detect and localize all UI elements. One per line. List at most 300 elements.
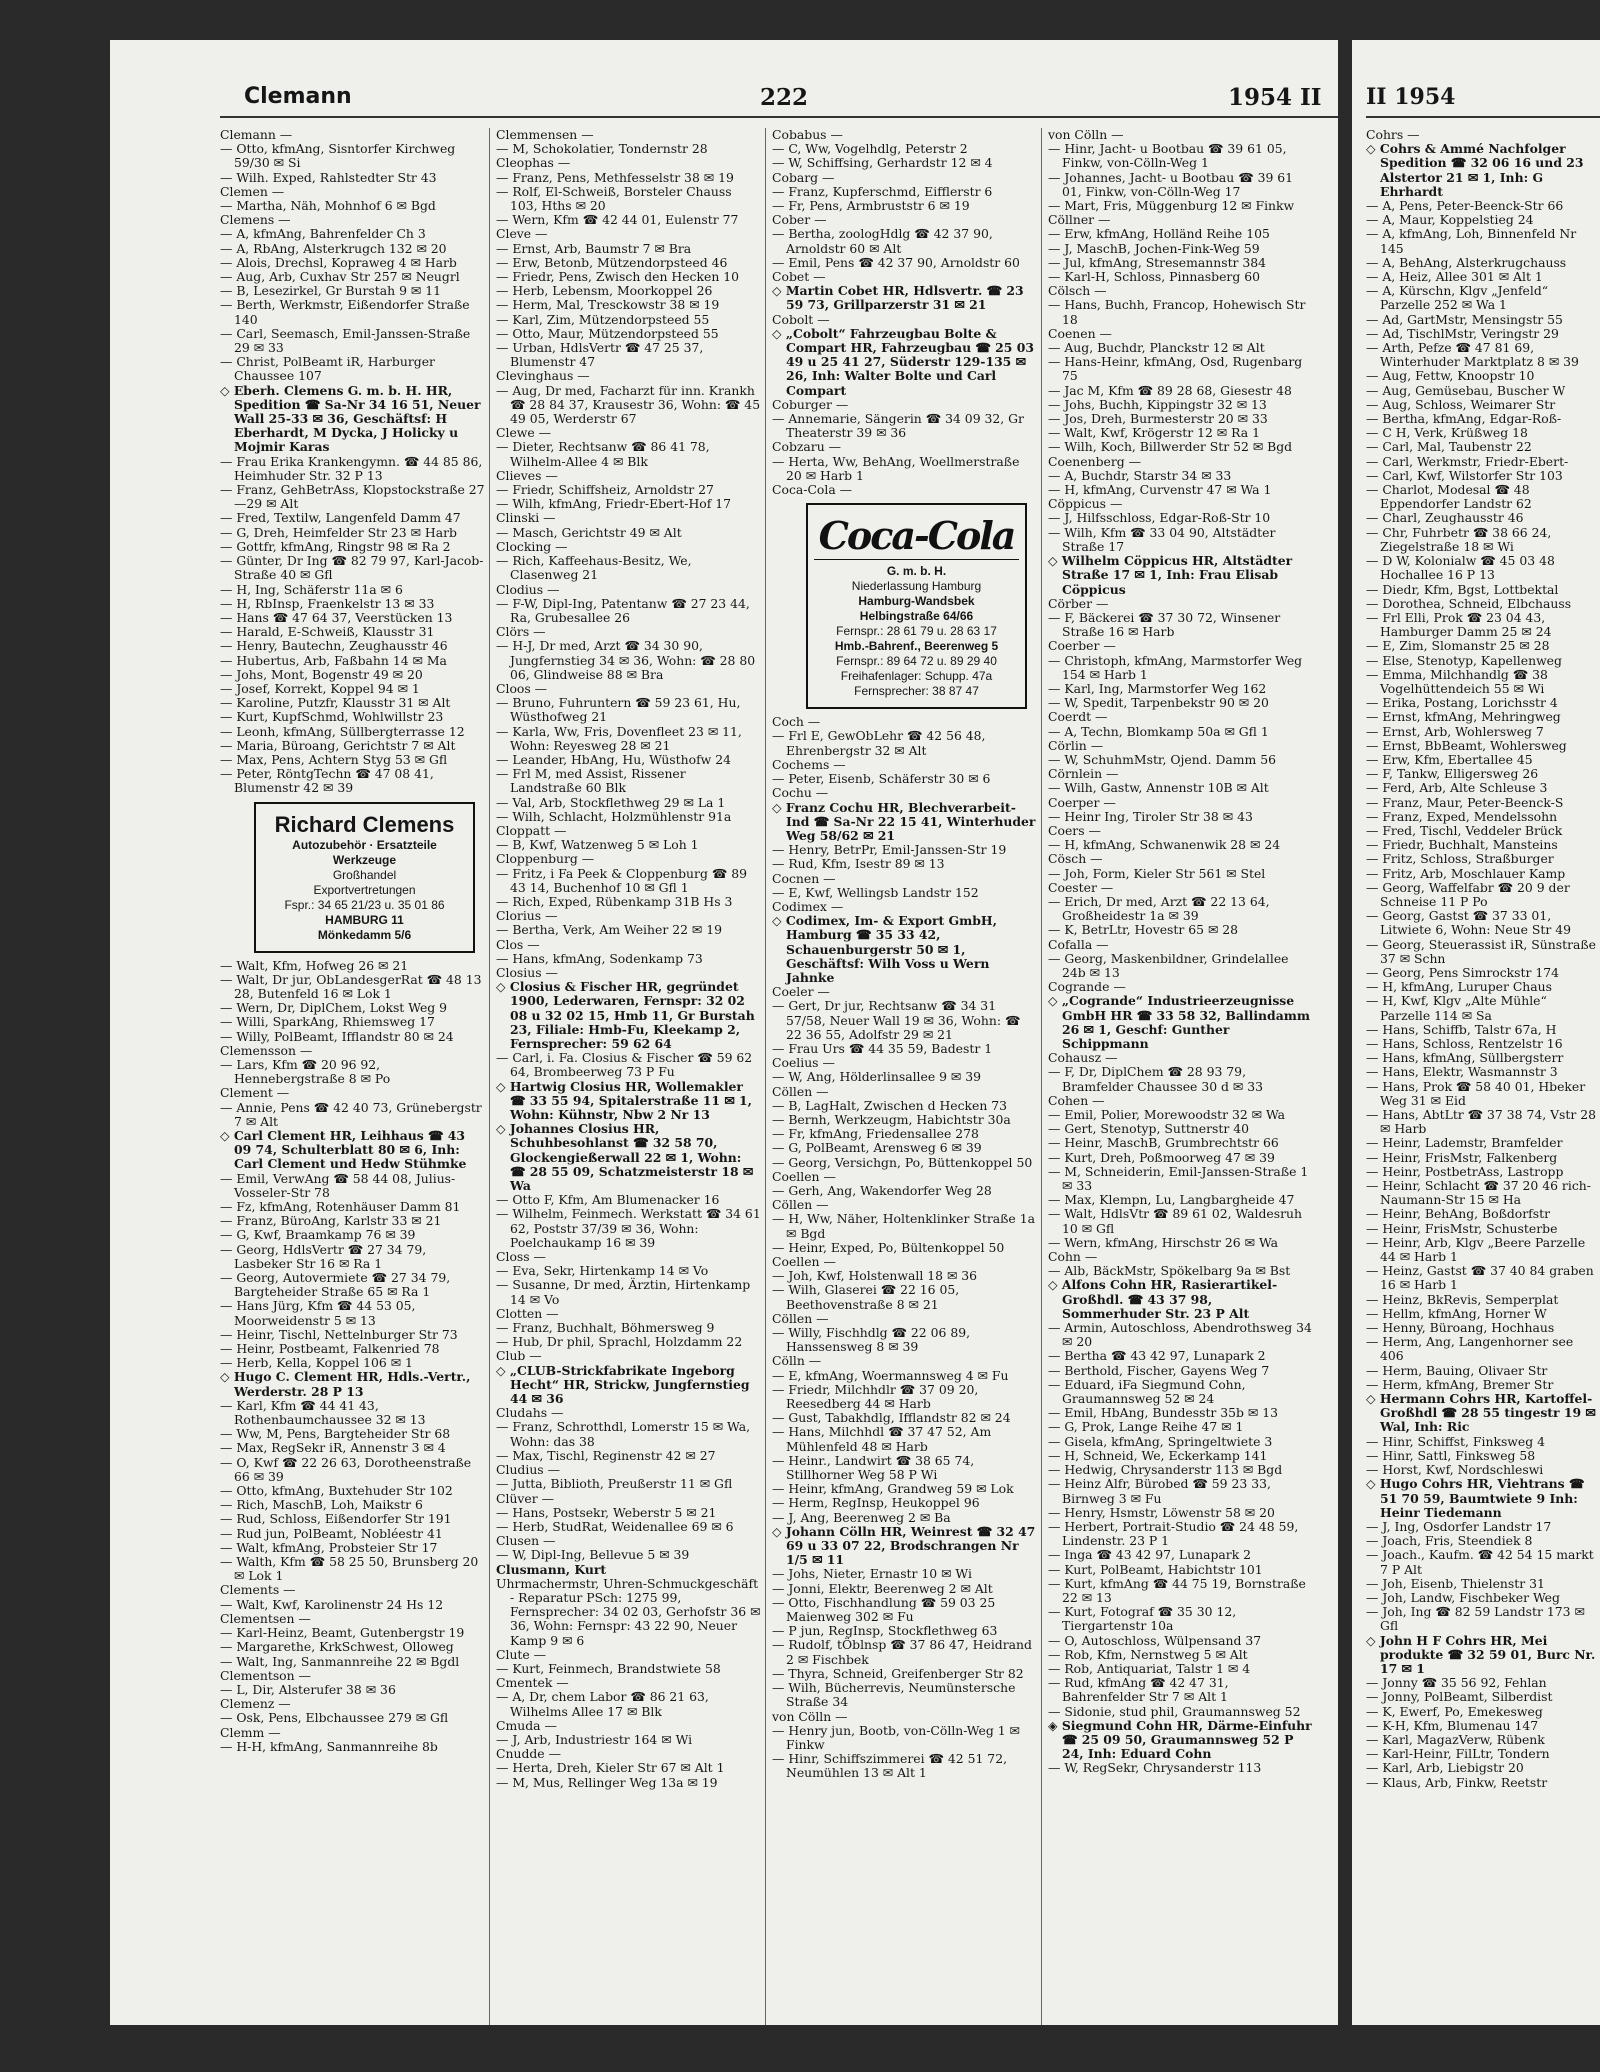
- directory-entry: — Berthold, Fischer, Gayens Weg 7: [1048, 1362, 1270, 1378]
- surname-heading: Coeler —: [772, 984, 830, 1000]
- business-entry: ◇ „CLUB-Strickfabrikate Ingeborg Hecht“ HR, Strickw, Jungfernstieg 44 ✉ 36: [496, 1362, 750, 1407]
- surname-heading: Coburger —: [772, 396, 849, 412]
- directory-entry: — A, kfmAng, Loh, Binnenfeld Nr 145: [1366, 226, 1577, 256]
- directory-entry: — Aug, Buchdr, Planckstr 12 ✉ Alt: [1048, 340, 1265, 356]
- directory-entry: — Johannes, Jacht- u Bootbau ☎ 39 61 01, Finkw, von-Cölln-Weg 17: [1048, 169, 1294, 199]
- directory-entry: — Sidonie, stud phil, Graumannsweg 52: [1048, 1703, 1301, 1719]
- directory-entry: — Gust, Tabakhdlg, Ifflandstr 82 ✉ 24: [772, 1410, 1011, 1426]
- directory-entry: — Kurt, PolBeamt, Habichtstr 101: [1048, 1561, 1263, 1577]
- surname-heading: Clement —: [220, 1085, 290, 1101]
- directory-entry: — A, kfmAng, Bahrenfelder Ch 3: [220, 226, 426, 242]
- directory-entry: — H, kfmAng, Schwanenwik 28 ✉ 24: [1048, 837, 1281, 853]
- directory-entry: — Herm, Mal, Tresckowstr 38 ✉ 19: [496, 297, 720, 313]
- directory-entry: — Gerh, Ang, Wakendorfer Weg 28: [772, 1182, 992, 1198]
- running-head-year: 1954 II: [1228, 84, 1322, 111]
- directory-entry: — Heinr, Exped, Po, Bültenkoppel 50: [772, 1239, 1005, 1255]
- directory-entry: — Annemarie, Sängerin ☎ 34 09 32, Gr Theaterstr 39 ✉ 36: [772, 411, 1024, 441]
- directory-entry: — Wilh, Koch, Billwerder Str 52 ✉ Bgd: [1048, 439, 1293, 455]
- directory-entry: — Rich, Kaffeehaus-Besitz, We, Clasenweg 21: [496, 553, 692, 583]
- running-head-keyword: Clemann: [244, 84, 352, 109]
- directory-entry: — A, Maur, Koppelstieg 24: [1366, 212, 1534, 228]
- surname-heading: Cnudde —: [496, 1746, 561, 1762]
- directory-entry: — Hans, Buchh, Francop, Hohewisch Str 18: [1048, 297, 1306, 327]
- directory-entry: — Bertha, Verk, Am Weiher 22 ✉ 19: [496, 922, 722, 938]
- directory-entry: — Carl, i. Fa. Closius & Fischer ☎ 59 62 64, Brombeerweg 73 P Fu: [496, 1050, 753, 1080]
- directory-entry: — Hans, Milchhdl ☎ 37 47 52, Am Mühlenfeld 48 ✉ Harb: [772, 1424, 992, 1454]
- directory-page: [110, 40, 1338, 2025]
- directory-entry: — Ferd, Arb, Alte Schleuse 3: [1366, 780, 1548, 796]
- directory-entry: — Rob, Kfm, Nernstweg 5 ✉ Alt: [1048, 1646, 1248, 1662]
- directory-entry: — Heinr, Lademstr, Bramfelder: [1366, 1135, 1563, 1151]
- directory-entry: — Carl, Werkmstr, Friedr-Ebert-: [1366, 453, 1569, 469]
- surname-heading: Closs —: [496, 1249, 546, 1265]
- directory-entry: — Georg, Steuerassist iR, Sünstraße 37 ✉ Schn: [1366, 936, 1597, 966]
- directory-entry: — K-H, Kfm, Blumenau 147: [1366, 1717, 1539, 1733]
- directory-entry: — Aug, Fettw, Knoopstr 10: [1366, 368, 1535, 384]
- surname-heading: Clieves —: [496, 467, 558, 483]
- directory-entry: — Otto, Maur, Mützendorpsteed 55: [496, 325, 719, 341]
- advert-line: Freihafenlager: Schupp. 47a: [840, 669, 993, 684]
- directory-entry: — Franz, Buchhalt, Böhmersweg 9: [496, 1320, 715, 1336]
- directory-entry: — Chr, Fuhrbetr ☎ 38 66 24, Ziegelstraße 18 ✉ Wi: [1366, 524, 1552, 554]
- surname-heading: Cloos —: [496, 680, 548, 696]
- advert-line: Autozubehör · Ersatzteile: [292, 837, 437, 852]
- directory-entry: — Peter, RöntgTechn ☎ 47 08 41, Blumenstr 42 ✉ 39: [220, 766, 434, 796]
- directory-entry: — Hans Jürg, Kfm ☎ 44 53 05, Moorweidenstr 5 ✉ 13: [220, 1298, 416, 1328]
- directory-entry: — H, RbInsp, Fraenkelstr 13 ✉ 33: [220, 595, 435, 611]
- surname-heading: Clemann —: [220, 127, 293, 142]
- directory-entry: — Walt, Ing, Sanmannreihe 22 ✉ Bgdl: [220, 1653, 460, 1669]
- surname-heading: Cmuda —: [496, 1717, 557, 1733]
- directory-entry: — Lars, Kfm ☎ 20 96 92, Hennebergstraße 8 ✉ Po: [220, 1056, 391, 1087]
- directory-entry: — Willy, PolBeamt, Ifflandstr 80 ✉ 24: [220, 1028, 454, 1044]
- surname-heading: Cobabus —: [772, 127, 843, 142]
- directory-entry: — G, PolBeamt, Arensweg 6 ✉ 39: [772, 1140, 982, 1156]
- business-entry: ◇ Closius & Fischer HR, gegründet 1900, Lederwaren, Fernspr: 32 02 08 u 32 02 15, Hmb 11, Gr Burstah 23, Filiale: Hmb-Fu, Kleekamp 2, Fernsprecher: 59 62 64: [496, 979, 755, 1051]
- directory-entry: — G, Prok, Lange Reihe 47 ✉ 1: [1048, 1419, 1244, 1435]
- advert-richard-clemens: [254, 802, 475, 953]
- directory-entry: — Emil, VerwAng ☎ 58 44 08, Julius-Vosseler-Str 78: [220, 1170, 456, 1200]
- directory-entry: — Wilh, kfmAng, Friedr-Ebert-Hof 17: [496, 496, 732, 512]
- directory-entry: — Erich, Dr med, Arzt ☎ 22 13 64, Großheidestr 1a ✉ 39: [1048, 893, 1270, 924]
- advert-line: Exportvertretungen: [313, 882, 416, 897]
- surname-heading: Clodius —: [496, 581, 560, 597]
- directory-entry: — Heinr Ing, Tiroler Str 38 ✉ 43: [1048, 808, 1253, 824]
- business-entry: Clusmann, Kurt: [496, 1561, 607, 1577]
- directory-entry: — Hinr, Sattl, Finksweg 58: [1366, 1447, 1536, 1463]
- surname-heading: Cleophas —: [496, 155, 571, 171]
- business-entry: ◇ Eberh. Clemens G. m. b. H. HR, Spedition ☎ Sa-Nr 34 16 51, Neuer Wall 25-33 ✉ 36, Geschäftsf: H Eberhardt, M Dycka, J Holicky u Mojmir Karas: [220, 382, 481, 455]
- directory-entry: — Joh, Kwf, Holstenwall 18 ✉ 36: [772, 1268, 978, 1284]
- directory-entry: — A, Heiz, Allee 301 ✉ Alt 1: [1366, 269, 1543, 285]
- directory-entry: — Rolf, El-Schweiß, Borsteler Chauss 103, Hths ✉ 20: [496, 183, 732, 214]
- directory-entry: — Arth, Pefze ☎ 47 81 69, Winterhuder Marktplatz 8 ✉ 39: [1366, 340, 1579, 370]
- surname-heading: Clörs —: [496, 624, 546, 640]
- directory-entry: — A, Techn, Blomkamp 50a ✉ Gfl 1: [1048, 723, 1269, 739]
- directory-entry: — Klaus, Arb, Finkw, Reetstr: [1366, 1774, 1548, 1790]
- directory-entry: — Heinr, Tischl, Nettelnburger Str 73: [220, 1326, 458, 1342]
- business-entry: ◇ Wilhelm Cöppicus HR, Altstädter Straße 17 ✉ 1, Inh: Frau Elisab Cöppicus: [1048, 553, 1293, 597]
- directory-entry: — Rud, Schloss, Eißendorfer Str 191: [220, 1511, 452, 1527]
- surname-heading: Clemens —: [220, 212, 291, 228]
- business-entry: ◇ „Cobolt“ Fahrzeugbau Bolte & Compart HR, Fahrzeugbau ☎ 25 03 49 u 25 41 27, Süderstr 129-135 ✉ 26, Inh: Walter Bolte und Carl Compart: [772, 325, 1034, 398]
- directory-entry: — Walth, Kfm ☎ 58 25 50, Brunsberg 20 ✉ Lok 1: [220, 1554, 479, 1584]
- directory-entry: — H, Ing, Schäferstr 11a ✉ 6: [220, 581, 403, 597]
- surname-heading: Cohen —: [1048, 1092, 1105, 1108]
- directory-entry: — Kurt, Dreh, Poßmoorweg 47 ✉ 39: [1048, 1149, 1275, 1165]
- directory-entry: — Fred, Tischl, Veddeler Brück: [1366, 822, 1563, 838]
- directory-entry: — Friedr, Milchhdlr ☎ 37 09 20, Reesedberg 44 ✉ Harb: [772, 1381, 979, 1412]
- directory-entry: — W, Schiffsing, Gerhardstr 12 ✉ 4: [772, 155, 993, 171]
- directory-entry: — Josef, Korrekt, Koppel 94 ✉ 1: [220, 680, 420, 696]
- directory-entry: — Henry jun, Bootb, von-Cölln-Weg 1 ✉ Finkw: [772, 1722, 1020, 1752]
- surname-heading: Coelius —: [772, 1055, 835, 1071]
- directory-entry: — Masch, Gerichtstr 49 ✉ Alt: [496, 524, 682, 540]
- directory-entry: — O, Kwf ☎ 22 26 63, Dorotheenstraße 66 ✉ 39: [220, 1454, 472, 1484]
- directory-entry: — Jonni, Elektr, Beerenweg 2 ✉ Alt: [772, 1580, 993, 1596]
- directory-entry: — A, BehAng, Alsterkrugchauss: [1366, 254, 1567, 270]
- directory-entry: — Emil, Polier, Morewoodstr 32 ✉ Wa: [1048, 1107, 1286, 1123]
- directory-entry: — C, Ww, Vogelhdlg, Peterstr 2: [772, 141, 968, 157]
- directory-entry: — Fr, Pens, Armbruststr 6 ✉ 19: [772, 198, 970, 214]
- directory-entry: — G, Dreh, Heimfelder Str 23 ✉ Harb: [220, 524, 457, 540]
- directory-entry: — Otto, kfmAng, Buxtehuder Str 102: [220, 1483, 453, 1499]
- directory-entry: — Bertha, kfmAng, Edgar-Roß-: [1366, 411, 1562, 427]
- surname-heading: Cobzaru —: [772, 439, 842, 455]
- surname-heading: Cludahs —: [496, 1405, 564, 1421]
- directory-entry: — Hinr, Schiffszimmerei ☎ 42 51 72, Neumühlen 13 ✉ Alt 1: [772, 1751, 1008, 1781]
- surname-heading: Cöllner —: [1048, 212, 1111, 228]
- directory-entry: — Jutta, Biblioth, Preußerstr 11 ✉ Gfl: [496, 1476, 733, 1492]
- directory-entry: — Martha, Näh, Mohnhof 6 ✉ Bgd: [220, 198, 436, 214]
- surname-heading: Cöllen —: [772, 1310, 829, 1326]
- surname-heading: Coester —: [1048, 879, 1114, 895]
- directory-entry: — Otto F, Kfm, Am Blumenacker 16: [496, 1192, 720, 1208]
- directory-entry: — L, Dir, Alsterufer 38 ✉ 36: [220, 1681, 396, 1697]
- surname-heading: Clusen —: [496, 1533, 556, 1549]
- directory-entry: — Peter, Eisenb, Schäferstr 30 ✉ 6: [772, 771, 991, 787]
- directory-entry: — Hans, Prok ☎ 58 40 01, Hbeker Weg 31 ✉ Eid: [1366, 1078, 1586, 1108]
- directory-entry: — H, kfmAng, Luruper Chaus: [1366, 979, 1553, 995]
- directory-entry: — Urban, HdlsVertr ☎ 47 25 37, Blumenstr 47: [496, 340, 704, 370]
- directory-entry: — H, Ww, Näher, Holtenklinker Straße 1a ✉ Bgd: [772, 1211, 1035, 1241]
- directory-entry: — M, Schokolatier, Tondernstr 28: [496, 141, 708, 157]
- surname-heading: Cöppicus —: [1048, 496, 1123, 512]
- directory-entry: — Herb, StudRat, Weidenallee 69 ✉ 6: [496, 1518, 734, 1534]
- directory-entry: — Christoph, kfmAng, Marmstorfer Weg 154 ✉ Harb 1: [1048, 652, 1303, 682]
- directory-entry: — Herb, Lebensm, Moorkoppel 26: [496, 283, 713, 299]
- advert-line: Fspr.: 34 65 21/23 u. 35 01 86: [284, 897, 445, 912]
- directory-entry: — Friedr, Pens, Zwisch den Hecken 10: [496, 269, 740, 285]
- directory-entry: — Rudolf, tÖblnsp ☎ 37 86 47, Heidrand 2 ✉ Fischbek: [772, 1637, 1032, 1667]
- directory-entry: — Karl, Kfm ☎ 44 41 43, Rothenbaumchaussee 32 ✉ 13: [220, 1397, 426, 1428]
- advert-line: Niederlassung Hamburg: [851, 579, 982, 594]
- directory-entry: — Wern, kfmAng, Hirschstr 26 ✉ Wa: [1048, 1234, 1278, 1250]
- directory-entry: — Franz, BüroAng, Karlstr 33 ✉ 21: [220, 1213, 442, 1229]
- surname-heading: Cörber —: [1048, 595, 1109, 611]
- directory-entry: — W, Dipl-Ing, Bellevue 5 ✉ 39: [496, 1547, 690, 1563]
- surname-heading: Clemmensen —: [496, 127, 594, 142]
- directory-entry: — Hellm, kfmAng, Horner W: [1366, 1305, 1547, 1321]
- directory-entry: — Leander, HbAng, Hu, Wüsthofw 24: [496, 751, 731, 767]
- directory-entry: — Karl-Heinz, Beamt, Gutenbergstr 19: [220, 1625, 465, 1641]
- surname-heading: Clos —: [496, 936, 540, 952]
- directory-entry: — Erw, Betonb, Mützendorpsteed 46: [496, 254, 728, 270]
- directory-entry: — Emma, Milchhandlg ☎ 38 Vogelhüttendeich 55 ✉ Wi: [1366, 666, 1548, 696]
- directory-entry: — Joh, Ing ☎ 82 59 Landstr 173 ✉ Gfl: [1366, 1604, 1585, 1634]
- surname-heading: Cöllen —: [772, 1083, 829, 1099]
- directory-entry: — A, Kürschn, Klgv „Jenfeld“ Parzelle 252 ✉ Wa 1: [1366, 283, 1549, 313]
- directory-entry: — Walt, Kwf, Karolinenstr 24 Hs 12: [220, 1596, 444, 1612]
- surname-heading: Clorius —: [496, 908, 558, 924]
- column-right: [1366, 128, 1600, 2025]
- directory-entry: — Heinz, Gastst ☎ 37 40 84 graben 16 ✉ Harb 1: [1366, 1263, 1594, 1293]
- surname-heading: Clevinghaus —: [496, 368, 590, 384]
- directory-entry: — Wilh, Gastw, Annenstr 10B ✉ Alt: [1048, 780, 1269, 796]
- business-entry: ◇ Hugo Cohrs HR, Viehtrans ☎ 51 70 59, Baumtwiete 9 Inh: Heinr Tiedemann: [1366, 1476, 1585, 1520]
- directory-entry: — Maria, Büroang, Gerichtstr 7 ✉ Alt: [220, 737, 456, 753]
- directory-entry: — Karl, Arb, Liebigstr 20: [1366, 1760, 1524, 1776]
- surname-heading: Cmentek —: [496, 1675, 569, 1691]
- directory-entry: — Val, Arb, Stockflethweg 29 ✉ La 1: [496, 794, 726, 810]
- directory-entry: — Franz, Pens, Methfesselstr 38 ✉ 19: [496, 169, 734, 185]
- surname-heading: Coers —: [1048, 822, 1101, 838]
- surname-heading: von Cölln —: [772, 1708, 848, 1724]
- directory-entry: — Ad, GartMstr, Mensingstr 55: [1366, 311, 1563, 327]
- directory-entry: — Willi, SparkAng, Rhiemsweg 17: [220, 1014, 435, 1030]
- directory-entry: — Wilh, Schlacht, Holzmühlenstr 91a: [496, 808, 732, 824]
- header-rule: [220, 116, 1338, 118]
- directory-entry: — W, Ang, Hölderlinsallee 9 ✉ 39: [772, 1069, 982, 1085]
- directory-entry: — Hinr, Schiffst, Finksweg 4: [1366, 1433, 1546, 1449]
- column-1: [220, 128, 490, 2025]
- directory-entry: — Wilh, Kfm ☎ 33 04 90, Altstädter Straße 17: [1048, 524, 1276, 554]
- directory-entry: — Ernst, Arb, Baumstr 7 ✉ Bra: [496, 240, 692, 256]
- directory-entry: — Rich, MaschB, Loh, Maikstr 6: [220, 1497, 423, 1513]
- directory-entry: — W, SchuhmMstr, Ojend. Damm 56: [1048, 751, 1277, 767]
- advert-line: Hmb.-Bahrenf., Beerenweg 5: [834, 639, 999, 654]
- directory-entry: — Georg, Pens Simrockstr 174: [1366, 964, 1560, 980]
- surname-heading: Club —: [496, 1348, 542, 1364]
- surname-heading: Cobet —: [772, 269, 826, 285]
- directory-entry: — Herbert, Portrait-Studio ☎ 24 48 59, Lindenstr. 23 P 1: [1048, 1518, 1299, 1549]
- directory-entry: — D W, Kolonialw ☎ 45 03 48 Hochallee 16 P 13: [1366, 553, 1555, 583]
- directory-entry: — Heinr, Postbeamt, Falkenried 78: [220, 1341, 440, 1357]
- surname-heading: Clemen —: [220, 183, 285, 199]
- surname-heading: Cleve —: [496, 226, 548, 242]
- directory-entry: — Joh, Landw, Fischbeker Weg: [1366, 1589, 1560, 1605]
- directory-entry: — Georg, Maskenbildner, Grindelallee 24b ✉ 13: [1048, 950, 1289, 980]
- directory-entry: — Wilh. Exped, Rahlstedter Str 43: [220, 169, 437, 185]
- directory-entry: — B, Lesezirkel, Gr Burstah 9 ✉ 11: [220, 283, 441, 299]
- directory-entry: — Dorothea, Schneid, Elbchauss: [1366, 595, 1572, 611]
- directory-entry: — Wilhelm, Feinmech. Werkstatt ☎ 34 61 62, Poststr 37/39 ✉ 36, Wohn: Poelchaukamp 16 ✉ 39: [496, 1206, 761, 1250]
- surname-heading: Clemenz —: [220, 1696, 291, 1712]
- directory-entry: — Friedr, Buchhalt, Mansteins: [1366, 837, 1558, 853]
- directory-entry: — Carl, Mal, Taubenstr 22: [1366, 439, 1532, 455]
- surname-heading: Cogrande —: [1048, 979, 1126, 995]
- directory-entry: — Georg, Autovermiete ☎ 27 34 79, Bargteheider Straße 65 ✉ Ra 1: [220, 1270, 451, 1300]
- directory-columns: [220, 128, 1330, 2025]
- directory-entry: — Osk, Pens, Elbchaussee 279 ✉ Gfl: [220, 1710, 449, 1726]
- directory-entry: — Frl Elli, Prok ☎ 23 04 43, Hamburger Damm 25 ✉ 24: [1366, 609, 1552, 640]
- directory-entry: — Rich, Exped, Rübenkamp 31B Hs 3: [496, 893, 733, 909]
- surname-heading: Codimex —: [772, 898, 844, 914]
- directory-entry: — Heinr, Schlacht ☎ 37 20 46 rich-Naumann-Str 15 ✉ Ha: [1366, 1178, 1591, 1208]
- directory-entry: — H, Schneid, We, Eckerkamp 141: [1048, 1447, 1268, 1463]
- directory-entry: — Ernst, kfmAng, Mehringweg: [1366, 709, 1561, 725]
- directory-entry: — E, Zim, Slomanstr 25 ✉ 28: [1366, 638, 1550, 654]
- directory-entry: — Gisela, kfmAng, Springeltwiete 3: [1048, 1433, 1273, 1449]
- directory-entry: — G, Kwf, Braamkamp 76 ✉ 39: [220, 1227, 416, 1243]
- directory-entry: — Georg, Versichgn, Po, Büttenkoppel 50: [772, 1154, 1033, 1170]
- directory-entry: — Kurt, kfmAng ☎ 44 75 19, Bornstraße 22 ✉ 13: [1048, 1575, 1306, 1605]
- directory-entry: — Hans-Heinr, kfmAng, Osd, Rugenbarg 75: [1048, 354, 1303, 384]
- directory-entry: — Hans ☎ 47 64 37, Veerstücken 13: [220, 609, 453, 625]
- business-entry: ◇ Hartwig Closius HR, Wollemakler ☎ 33 55 94, Spitalerstraße 11 ✉ 1, Wohn: Kühnstr, Nbw 2 Nr 13: [496, 1078, 752, 1123]
- directory-entry: — Wern, Dr, DiplChem, Lokst Weg 9: [220, 1000, 448, 1016]
- surname-heading: Clemensson —: [220, 1042, 313, 1058]
- directory-entry: — J, Hilfsschloss, Edgar-Roß-Str 10: [1048, 510, 1271, 526]
- directory-entry: — A, Buchdr, Starstr 34 ✉ 33: [1048, 467, 1232, 483]
- directory-entry: — Herta, Ww, BehAng, Woellmerstraße 20 ✉ Harb 1: [772, 453, 1020, 483]
- surname-heading: Coenen —: [1048, 325, 1112, 341]
- directory-entry: — Wern, Kfm ☎ 42 44 01, Eulenstr 77: [496, 212, 739, 228]
- business-entry: ◇ Martin Cobet HR, Hdlsvertr. ☎ 23 59 73, Grillparzerstr 31 ✉ 21: [772, 283, 1024, 313]
- directory-entry: — Susanne, Dr med, Ärztin, Hirtenkamp 14 ✉ Vo: [496, 1277, 751, 1307]
- surname-heading: Cösch —: [1048, 851, 1103, 867]
- surname-heading: Clementsen —: [220, 1610, 311, 1626]
- advert-title: Richard Clemens: [274, 811, 455, 837]
- directory-entry: — Georg, HdlsVertr ☎ 27 34 79, Lasbeker Str 16 ✉ Ra 1: [220, 1241, 427, 1271]
- surname-heading: Cochu —: [772, 785, 829, 801]
- directory-entry: — Hub, Dr phil, Sprachl, Holzdamm 22: [496, 1334, 743, 1350]
- surname-heading: Cohrs —: [1366, 127, 1420, 142]
- surname-heading: Coenenberg —: [1048, 453, 1142, 469]
- directory-entry: — Jonny ☎ 35 56 92, Fehlan: [1366, 1675, 1547, 1691]
- surname-heading: Cörlin —: [1048, 737, 1104, 753]
- directory-entry: — Mart, Fris, Müggenburg 12 ✉ Finkw: [1048, 198, 1295, 214]
- surname-heading: Cölln —: [772, 1353, 822, 1369]
- directory-entry: — Berth, Werkmstr, Eißendorfer Straße 140: [220, 297, 470, 327]
- directory-entry: — Diedr, Kfm, Bgst, Lottbektal: [1366, 581, 1559, 597]
- surname-heading: Cofalla —: [1048, 936, 1109, 952]
- directory-entry: — Aug, Arb, Cuxhav Str 257 ✉ Neugrl: [220, 269, 460, 285]
- directory-entry: Uhrmachermstr, Uhren-Schmuckgeschäft - Reparatur PSch: 1275 99, Fernsprecher: 34 02 03, Gerhofstr 36 ✉ 36, Wohn: Fernspr: 43 22 90, Neuer Kamp 9 ✉ 6: [496, 1575, 761, 1648]
- surname-heading: Clinski —: [496, 510, 556, 526]
- directory-entry: — Carl, Kwf, Wilstorfer Str 103: [1366, 467, 1563, 483]
- directory-entry: — H, Kwf, Klgv „Alte Mühle“ Parzelle 114 ✉ Sa: [1366, 993, 1547, 1023]
- surname-heading: Coerper —: [1048, 794, 1116, 810]
- directory-entry: — Hans, Schloss, Rentzelstr 16: [1366, 1036, 1563, 1051]
- directory-entry: — Franz, Kupferschmd, Eifflerstr 6: [772, 183, 993, 199]
- surname-heading: Cobolt —: [772, 311, 830, 327]
- directory-entry: — Herm, Bauing, Olivaer Str: [1366, 1362, 1548, 1378]
- directory-entry: — Margarethe, KrkSchwest, Olloweg: [220, 1639, 454, 1655]
- directory-entry: — Walt, Dr jur, ObLandesgerRat ☎ 48 13 28, Butenfeld 16 ✉ Lok 1: [220, 971, 482, 1001]
- directory-entry: — Inga ☎ 43 42 97, Lunapark 2: [1048, 1547, 1252, 1563]
- directory-entry: — Harald, E-Schweiß, Klausstr 31: [220, 624, 435, 640]
- business-entry: ◇ Johann Cölln HR, Weinrest ☎ 32 47 69 u 33 07 22, Brodschrangen Nr 1/5 ✉ 11: [772, 1523, 1036, 1568]
- directory-entry: — Hans, Postsekr, Weberstr 5 ✉ 21: [496, 1504, 717, 1520]
- business-entry: ◇ Franz Cochu HR, Blechverarbeit-Ind ☎ Sa-Nr 22 15 41, Winterhuder Weg 58/62 ✉ 21: [772, 799, 1036, 843]
- surname-heading: Cocnen —: [772, 870, 836, 886]
- directory-entry: — Armin, Autoschloss, Abendrothsweg 34 ✉ 20: [1048, 1320, 1312, 1350]
- surname-heading: Coca-Cola —: [772, 482, 853, 498]
- directory-entry: — Max, Klempn, Lu, Langbargheide 47: [1048, 1192, 1295, 1208]
- directory-entry: — Aug, Schloss, Weimarer Str: [1366, 396, 1556, 412]
- directory-entry: — Rud, kfmAng ☎ 42 47 31, Bahrenfelder Str 7 ✉ Alt 1: [1048, 1675, 1229, 1705]
- surname-heading: Closius —: [496, 964, 558, 980]
- directory-entry: — Johs, Buchh, Kippingstr 32 ✉ 13: [1048, 396, 1267, 412]
- directory-entry: — Heinr, PostbetrAss, Lastropp: [1366, 1163, 1564, 1179]
- directory-entry: — Leonh, kfmAng, Süllbergterrasse 12: [220, 723, 465, 739]
- directory-entry: — Joach., Kaufm. ☎ 42 54 15 markt 7 P Alt: [1366, 1547, 1594, 1577]
- directory-entry: — Ww, M, Pens, Bargteheider Str 68: [220, 1426, 451, 1442]
- directory-entry: — Frl E, GewObLehr ☎ 42 56 48, Ehrenbergstr 32 ✉ Alt: [772, 728, 986, 758]
- directory-entry: — Heinr, Arb, Klgv „Beere Parzelle 44 ✉ Harb 1: [1366, 1234, 1586, 1265]
- directory-entry: — O, Autoschloss, Wülpensand 37: [1048, 1632, 1262, 1648]
- directory-entry: — Bruno, Fuhruntern ☎ 59 23 61, Hu, Wüsthofweg 21: [496, 695, 741, 725]
- directory-entry: — Herb, Kella, Koppel 106 ✉ 1: [220, 1355, 413, 1371]
- business-entry: ◇ Codimex, Im- & Export GmbH, Hamburg ☎ 35 33 42, Schauenburgerstr 50 ✉ 1, Geschäftsf: Wilh Voss u Wern Jahnke: [772, 913, 997, 985]
- directory-entry: — M, Mus, Rellinger Weg 13a ✉ 19: [496, 1774, 718, 1790]
- directory-entry: — Kurt, Fotograf ☎ 35 30 12, Tiergartenstr 10a: [1048, 1604, 1237, 1634]
- directory-entry: — Jac M, Kfm ☎ 89 28 68, Giesestr 48: [1048, 382, 1292, 398]
- directory-entry: — Bertha, zoologHdlg ☎ 42 37 90, Arnoldstr 60 ✉ Alt: [772, 226, 993, 256]
- directory-entry: — Fz, kfmAng, Rotenhäuser Damm 81: [220, 1199, 461, 1214]
- directory-entry: — Heinz, BkRevis, Semperplat: [1366, 1291, 1559, 1307]
- directory-entry: — Walt, kfmAng, Probsteier Str 17: [220, 1539, 438, 1555]
- surname-heading: Cobarg —: [772, 169, 835, 185]
- surname-heading: Cörnlein —: [1048, 766, 1119, 782]
- directory-entry: — Ad, TischlMstr, Veringstr 29: [1366, 325, 1559, 341]
- directory-entry: — P jun, RegInsp, Stockflethweg 63: [772, 1623, 998, 1639]
- surname-heading: Clute —: [496, 1646, 547, 1662]
- directory-entry: — Hans, kfmAng, Sodenkamp 73: [496, 950, 703, 966]
- directory-entry: — Christ, PolBeamt iR, Harburger Chaussee 107: [220, 354, 435, 384]
- directory-entry: — Walt, HdlsVtr ☎ 89 61 02, Waldesruh 10 ✉ Gfl: [1048, 1206, 1302, 1236]
- directory-entry: — Franz, Maur, Peter-Beenck-S: [1366, 794, 1564, 810]
- directory-entry: — Karl, MagazVerw, Rübenk: [1366, 1731, 1545, 1747]
- directory-entry: — Joh, Form, Kieler Str 561 ✉ Stel: [1048, 865, 1266, 881]
- directory-entry: — Heinz Alfr, Bürobed ☎ 59 23 33, Birnweg 3 ✉ Fu: [1048, 1476, 1271, 1506]
- directory-entry: — Fr, kfmAng, Friedensallee 278: [772, 1126, 979, 1142]
- directory-entry: — Bertha ☎ 43 42 97, Lunapark 2: [1048, 1348, 1266, 1364]
- surname-heading: Cöllen —: [772, 1197, 829, 1213]
- directory-entry: — J, MaschB, Jochen-Fink-Weg 59: [1048, 240, 1260, 256]
- advert-line: Großhandel: [332, 867, 397, 882]
- business-entry: ◇ Cohrs & Ammé Nachfolger Spedition ☎ 32 06 16 und 23 Alstertor 21 ✉ 1, Inh: G Ehrhardt: [1366, 141, 1584, 199]
- surname-heading: Cloppenburg —: [496, 851, 595, 867]
- directory-entry: — Rud, Kfm, Isestr 89 ✉ 13: [772, 856, 945, 872]
- directory-entry: — Heinr, BehAng, Boßdorfstr: [1366, 1206, 1551, 1222]
- directory-entry: — Georg, Waffelfabr ☎ 20 9 der Schneise 11 P Po: [1366, 879, 1570, 909]
- advert-line: Fernspr.: 89 64 72 u. 89 29 40: [836, 654, 997, 669]
- directory-entry: — F, Bäckerei ☎ 37 30 72, Winsener Straße 16 ✉ Harb: [1048, 609, 1281, 640]
- directory-entry: — Charlot, Modesal ☎ 48 Eppendorfer Landstr 62: [1366, 482, 1532, 512]
- directory-entry: — Fred, Textilw, Langenfeld Damm 47: [220, 510, 461, 526]
- business-entry: ◇ Hugo C. Clement HR, Hdls.-Vertr., Werderstr. 28 P 13: [220, 1369, 471, 1399]
- column-4: [1048, 128, 1318, 2025]
- directory-entry: — Joach, Fris, Steendiek 8: [1366, 1533, 1533, 1549]
- surname-heading: Cohn —: [1048, 1249, 1098, 1265]
- advert-coca-cola: [806, 503, 1027, 709]
- advert-line: Fernspr.: 28 61 79 u. 28 63 17: [836, 624, 997, 639]
- directory-entry: — Thyra, Schneid, Greifenberger Str 82: [772, 1665, 1024, 1681]
- directory-entry: — Hubertus, Arb, Faßbahn 14 ✉ Ma: [220, 652, 447, 668]
- surname-heading: Cölsch —: [1048, 283, 1107, 299]
